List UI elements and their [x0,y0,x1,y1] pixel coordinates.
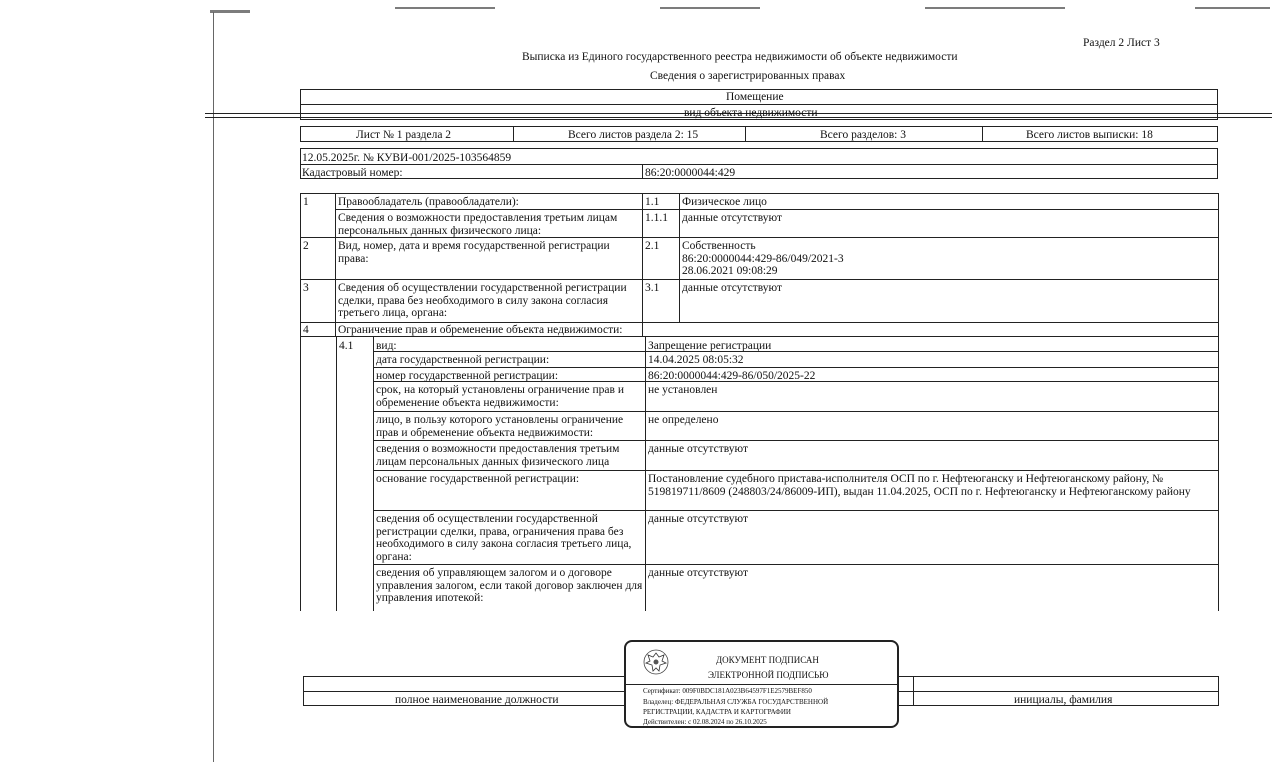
row-1-value: Физическое лицо [682,196,767,208]
scan-artifact [660,7,760,9]
table-border [300,279,1218,280]
row-2-number: 2 [303,240,309,252]
date-number: 12.05.2025г. № КУВИ-001/2025-103564859 [302,152,512,164]
cadastral-label: Кадастровый номер: [302,167,403,179]
eagle-emblem-icon [642,648,670,676]
stamp-title-line2: ЭЛЕКТРОННОЙ ПОДПИСЬЮ [708,670,829,680]
sheet-number: Лист № 1 раздела 2 [356,129,452,141]
divider [373,510,1218,511]
row-1-1-value: данные отсутствуют [682,212,782,224]
encumbrance-label: сведения о возможности предоставления третьим лицам персональных данных физического лица [376,443,620,468]
encumbrance-value: не установлен [648,384,718,396]
total-sections: Всего разделов: 3 [820,129,906,141]
object-type: Помещение [726,91,784,103]
row-2-value-date: 28.06.2021 09:08:29 [682,265,778,277]
encumbrance-label: дата государственной регистрации: [376,354,550,366]
cadastral-number: 86:20:0000044:429 [645,167,736,179]
table-border [300,193,1218,194]
page-left-edge [213,12,214,762]
row-4-sub: 4.1 [339,340,354,352]
document-title: Выписка из Единого государственного реестра недвижимости об объекте недвижимости [522,51,958,63]
scan-artifact [1195,7,1270,9]
divider [300,104,1218,105]
total-section-sheets: Всего листов раздела 2: 15 [568,129,699,141]
row-1-1-label: Сведения о возможности предоставления третьим лицам персональных данных физического лица: [338,212,618,237]
encumbrance-value: не определено [648,414,719,426]
divider [373,470,1218,471]
divider [373,411,1218,412]
encumbrance-value: Постановление судебного пристава-исполнителя ОСП по г. Нефтеюганску и Нефтеюганскому району, № 519819711/8609 (248803/24/86009-ИП), выдан 11.04.2025, ОСП по г. Нефтеюганску и Нефтеюганскому району [648,473,1191,498]
section-sheet-label: Раздел 2 Лист 3 [1083,37,1160,49]
stamp-validity: Действителен: с 02.08.2024 по 26.10.2025 [643,718,767,726]
encumbrance-value: данные отсутствуют [648,443,748,455]
encumbrance-value: данные отсутствуют [648,513,748,525]
divider [373,381,1218,382]
divider [745,126,746,142]
divider [373,440,1218,441]
encumbrance-value: Запрещение регистрации [648,340,772,351]
encumbrance-label: сведения об осуществлении государственной регистрации сделки, права, ограничения права без необходимого в силу закона согласия третьего лица, органа: [376,513,632,563]
row-2-value-number: 86:20:0000044:429-86/049/2021-3 [682,253,844,265]
divider [513,126,514,142]
encumbrance-value: 14.04.2025 08:05:32 [648,354,744,366]
scan-artifact [395,7,495,9]
name-caption: инициалы, фамилия [1014,694,1113,706]
table-border [300,193,301,611]
total-extract-sheets: Всего листов выписки: 18 [1026,129,1153,141]
divider [982,126,983,142]
scan-artifact [925,7,1065,9]
divider [373,564,1218,565]
stamp-owner-line2: РЕГИСТРАЦИИ, КАДАСТРА И КАРТОГРАФИИ [643,708,791,716]
stamp-title-line1: ДОКУМЕНТ ПОДПИСАН [716,655,819,665]
stamp-owner-line1: Владелец: ФЕДЕРАЛЬНАЯ СЛУЖБА ГОСУДАРСТВЕННОЙ [643,698,829,706]
row-2-value-type: Собственность [682,240,756,252]
electronic-signature-stamp [624,640,899,728]
table-border [1218,193,1219,611]
row-3-label: Сведения об осуществлении государственной регистрации сделки, права без необходимого в силу закона согласия третьего лица, органа: [338,282,627,319]
row-1-1-sub: 1.1.1 [645,212,668,224]
row-1-sub: 1.1 [645,196,660,208]
row-4-label: Ограничение прав и обременение объекта недвижимости: [338,324,623,336]
stamp-certificate: Сертификат: 009F0BDC181A023B64597F1E2579BEF850 [643,687,812,695]
encumbrance-label: срок, на который установлены ограничение прав и обременение объекта недвижимости: [376,384,624,409]
scan-artifact [210,10,250,13]
encumbrance-value: 86:20:0000044:429-86/050/2025-22 [648,370,816,381]
divider [913,676,914,706]
row-1-label: Правообладатель (правообладатели): [338,196,519,208]
table-border [336,336,337,611]
divider [373,367,1218,368]
stamp-divider [626,684,897,685]
document-subtitle: Сведения о зарегистрированных правах [650,70,846,82]
encumbrance-label: сведения об управляющем залогом и о договоре управления залогом, если такой договор заключен для управления ипотекой: [376,567,643,604]
row-3-sub: 3.1 [645,282,660,294]
encumbrance-value: данные отсутствуют [648,567,748,579]
row-3-number: 3 [303,282,309,294]
row-1-number: 1 [303,196,309,208]
encumbrance-label: лицо, в пользу которого установлены ограничение прав и обременение объекта недвижимости: [376,414,624,439]
encumbrance-label: вид: [376,340,397,351]
encumbrance-label: номер государственной регистрации: [376,370,559,381]
object-type-caption: вид объекта недвижимости [684,107,818,119]
row-2-label: Вид, номер, дата и время государственной регистрации права: [338,240,610,265]
row-3-value: данные отсутствуют [682,282,782,294]
row-4-number: 4 [303,324,309,336]
divider [642,164,643,179]
divider [373,351,1218,352]
row-2-sub: 2.1 [645,240,660,252]
encumbrance-label: основание государственной регистрации: [376,473,580,485]
position-caption: полное наименование должности [395,694,559,706]
